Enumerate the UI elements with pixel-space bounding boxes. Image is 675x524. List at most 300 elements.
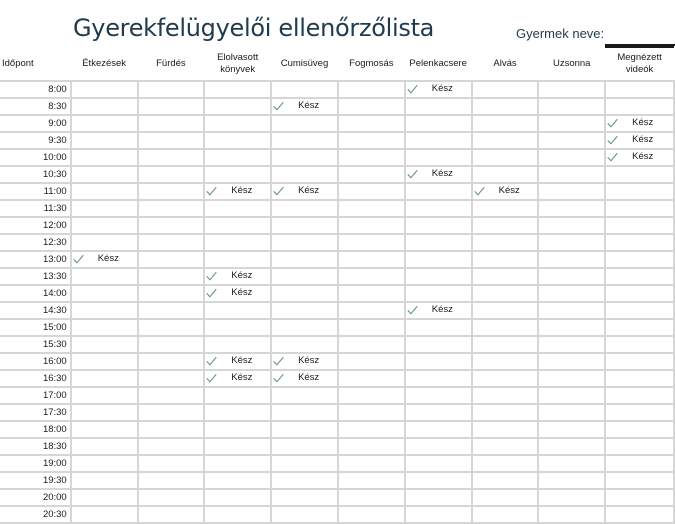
checkmark-icon: [607, 151, 618, 162]
checklist-cell[interactable]: [405, 251, 472, 268]
checklist-cell[interactable]: [71, 285, 138, 302]
checklist-cell[interactable]: [71, 166, 138, 183]
checklist-cell[interactable]: [204, 149, 271, 166]
checklist-cell[interactable]: [71, 251, 138, 268]
checklist-cell[interactable]: [338, 81, 405, 98]
column-header-videos: Megnézett videók: [605, 47, 674, 81]
checklist-cell[interactable]: [204, 98, 271, 115]
checkmark-icon: [273, 355, 284, 366]
checklist-cell[interactable]: [71, 387, 138, 404]
table-row: [0, 285, 674, 302]
table-row: [0, 336, 674, 353]
time-cell: 9:00: [0, 115, 71, 132]
checklist-cell[interactable]: [138, 421, 205, 438]
checklist-cell[interactable]: [271, 251, 338, 268]
time-cell: 16:30: [0, 370, 71, 387]
time-cell: 12:00: [0, 217, 71, 234]
time-cell: 9:30: [0, 132, 71, 149]
checklist-cell[interactable]: [271, 268, 338, 285]
checkmark-icon: [206, 372, 217, 383]
checklist-cell[interactable]: [71, 217, 138, 234]
time-cell: 15:30: [0, 336, 71, 353]
checklist-cell[interactable]: [204, 81, 271, 98]
checklist-cell[interactable]: [405, 149, 472, 166]
checklist-cell[interactable]: [338, 98, 405, 115]
checklist-cell[interactable]: [405, 81, 472, 98]
checklist-cell[interactable]: [405, 421, 472, 438]
checklist-cell[interactable]: [405, 98, 472, 115]
checklist-cell[interactable]: [472, 149, 539, 166]
checklist-cell[interactable]: [605, 319, 674, 336]
checklist-cell[interactable]: [271, 336, 338, 353]
checklist-cell[interactable]: [204, 370, 271, 387]
checklist-cell[interactable]: [138, 183, 205, 200]
checklist-cell[interactable]: [472, 234, 539, 251]
done-label: Kész: [431, 168, 453, 179]
checklist-cell[interactable]: [538, 217, 605, 234]
checklist-cell[interactable]: [71, 149, 138, 166]
checklist-cell[interactable]: [204, 438, 271, 455]
checklist-cell[interactable]: [338, 285, 405, 302]
table-row: [0, 404, 674, 421]
checklist-cell[interactable]: [204, 455, 271, 472]
checklist-cell[interactable]: [204, 132, 271, 149]
checklist-cell[interactable]: [338, 302, 405, 319]
table-row: [0, 472, 674, 489]
checklist-cell[interactable]: [538, 234, 605, 251]
checklist-cell[interactable]: [405, 336, 472, 353]
checklist-cell[interactable]: [472, 319, 539, 336]
checklist-cell[interactable]: [405, 183, 472, 200]
checklist-cell[interactable]: [605, 183, 674, 200]
checklist-cell[interactable]: [472, 438, 539, 455]
checklist-cell[interactable]: [605, 302, 674, 319]
checklist-cell[interactable]: [538, 319, 605, 336]
checklist-cell[interactable]: [338, 387, 405, 404]
checklist-cell[interactable]: [405, 319, 472, 336]
checklist-cell[interactable]: [138, 387, 205, 404]
checklist-cell[interactable]: [138, 217, 205, 234]
checklist-cell[interactable]: [538, 81, 605, 98]
done-label: Kész: [298, 185, 320, 196]
checklist-cell[interactable]: [538, 166, 605, 183]
table-row: [0, 115, 674, 132]
checklist-cell[interactable]: [472, 472, 539, 489]
checklist-cell[interactable]: [71, 455, 138, 472]
checkmark-icon: [607, 134, 618, 145]
checklist-cell[interactable]: [138, 268, 205, 285]
checklist-cell[interactable]: [338, 268, 405, 285]
done-label: Kész: [231, 355, 253, 366]
checklist-cell[interactable]: [605, 149, 674, 166]
checkmark-icon: [273, 372, 284, 383]
checklist-cell[interactable]: [338, 166, 405, 183]
checklist-cell[interactable]: [204, 268, 271, 285]
checklist-cell[interactable]: [271, 319, 338, 336]
checklist-cell[interactable]: [538, 370, 605, 387]
checklist-cell[interactable]: [271, 285, 338, 302]
time-cell: 14:30: [0, 302, 71, 319]
checklist-cell[interactable]: [271, 387, 338, 404]
checklist-cell[interactable]: [204, 183, 271, 200]
checklist-cell[interactable]: [71, 115, 138, 132]
checklist-cell[interactable]: [204, 302, 271, 319]
checklist-cell[interactable]: [338, 234, 405, 251]
checklist-cell[interactable]: [338, 455, 405, 472]
checklist-cell[interactable]: [605, 98, 674, 115]
checklist-cell[interactable]: [605, 336, 674, 353]
checklist-cell[interactable]: [204, 234, 271, 251]
done-label: Kész: [298, 372, 320, 383]
checklist-cell[interactable]: [405, 506, 472, 523]
checklist-cell[interactable]: [338, 200, 405, 217]
checklist-cell[interactable]: [138, 98, 205, 115]
checklist-cell[interactable]: [405, 132, 472, 149]
table-row: [0, 149, 674, 166]
checklist-cell[interactable]: [472, 183, 539, 200]
checklist-cell[interactable]: [138, 166, 205, 183]
checklist-cell[interactable]: [338, 404, 405, 421]
checklist-cell[interactable]: [405, 438, 472, 455]
checklist-cell[interactable]: [338, 438, 405, 455]
checklist-cell[interactable]: [138, 438, 205, 455]
checklist-cell[interactable]: [405, 472, 472, 489]
checklist-cell[interactable]: [71, 268, 138, 285]
table-row: [0, 234, 674, 251]
checklist-cell[interactable]: [138, 132, 205, 149]
checklist-cell[interactable]: [405, 353, 472, 370]
checklist-cell[interactable]: [472, 81, 539, 98]
checklist-cell[interactable]: [405, 489, 472, 506]
checklist-cell[interactable]: [204, 387, 271, 404]
checklist-cell[interactable]: [138, 472, 205, 489]
checklist-cell[interactable]: [204, 506, 271, 523]
time-cell: 16:00: [0, 353, 71, 370]
done-label: Kész: [231, 372, 253, 383]
checklist-cell[interactable]: [138, 115, 205, 132]
header-row: [0, 47, 674, 81]
checkmark-icon: [407, 83, 418, 94]
checklist-cell[interactable]: [271, 455, 338, 472]
time-cell: 20:00: [0, 489, 71, 506]
checklist-cell[interactable]: [605, 421, 674, 438]
time-cell: 18:30: [0, 438, 71, 455]
checklist-cell[interactable]: [138, 251, 205, 268]
table-row: [0, 132, 674, 149]
checklist-cell[interactable]: [271, 370, 338, 387]
checklist-cell[interactable]: [271, 132, 338, 149]
time-cell: 17:00: [0, 387, 71, 404]
checklist-cell[interactable]: [538, 438, 605, 455]
checklist-cell[interactable]: [605, 132, 674, 149]
checklist-cell[interactable]: [138, 370, 205, 387]
checklist-cell[interactable]: [71, 302, 138, 319]
checklist-cell[interactable]: [472, 421, 539, 438]
checklist-cell[interactable]: [204, 489, 271, 506]
checklist-cell[interactable]: [605, 217, 674, 234]
checklist-cell[interactable]: [472, 506, 539, 523]
table-row: [0, 387, 674, 404]
done-label: Kész: [431, 83, 453, 94]
checklist-cell[interactable]: [338, 149, 405, 166]
checklist-cell[interactable]: [271, 183, 338, 200]
checklist-cell[interactable]: [71, 319, 138, 336]
table-row: [0, 370, 674, 387]
column-header-teeth: Fogmosás: [349, 57, 394, 69]
checklist-cell[interactable]: [538, 115, 605, 132]
checklist-cell[interactable]: [71, 421, 138, 438]
checklist-cell[interactable]: [605, 472, 674, 489]
checklist-cell[interactable]: [338, 217, 405, 234]
checklist-cell[interactable]: [538, 302, 605, 319]
checklist-cell[interactable]: [338, 183, 405, 200]
checklist-cell[interactable]: [71, 472, 138, 489]
checklist-cell[interactable]: [271, 115, 338, 132]
column-header-snack: Uzsonna: [552, 57, 591, 69]
table-row: [0, 268, 674, 285]
checklist-cell[interactable]: [472, 217, 539, 234]
checklist-cell[interactable]: [71, 200, 138, 217]
checklist-cell[interactable]: [71, 183, 138, 200]
checklist-cell[interactable]: [138, 234, 205, 251]
checklist-cell[interactable]: [338, 353, 405, 370]
checklist-cell[interactable]: [271, 149, 338, 166]
checklist-cell[interactable]: [271, 98, 338, 115]
time-cell: 11:30: [0, 200, 71, 217]
checklist-cell[interactable]: [138, 506, 205, 523]
checklist-cell[interactable]: [71, 404, 138, 421]
column-header-books: Elolvasott könyvek: [217, 51, 259, 75]
checklist-cell[interactable]: [71, 81, 138, 98]
checklist-cell[interactable]: [204, 200, 271, 217]
checklist-cell[interactable]: [472, 98, 539, 115]
checklist-cell[interactable]: [338, 251, 405, 268]
checkmark-icon: [206, 185, 217, 196]
checklist-cell[interactable]: [538, 404, 605, 421]
checklist-cell[interactable]: [472, 166, 539, 183]
checklist-cell[interactable]: [338, 319, 405, 336]
checklist-cell[interactable]: [538, 268, 605, 285]
checklist-cell[interactable]: [71, 132, 138, 149]
checklist-cell[interactable]: [605, 455, 674, 472]
checklist-cell[interactable]: [472, 455, 539, 472]
checklist-cell[interactable]: [204, 217, 271, 234]
checklist-cell[interactable]: [472, 387, 539, 404]
checklist-cell[interactable]: [405, 166, 472, 183]
checklist-cell[interactable]: [605, 81, 674, 98]
column-header-bottle: Cumisüveg: [280, 57, 329, 69]
checklist-cell[interactable]: [472, 251, 539, 268]
time-cell: 19:00: [0, 455, 71, 472]
checklist-cell[interactable]: [71, 370, 138, 387]
checklist-cell[interactable]: [138, 81, 205, 98]
checklist-cell[interactable]: [472, 302, 539, 319]
checklist-cell[interactable]: [405, 200, 472, 217]
checklist-cell[interactable]: [338, 115, 405, 132]
checklist-cell[interactable]: [538, 149, 605, 166]
checklist-cell[interactable]: [204, 404, 271, 421]
checklist-cell[interactable]: [605, 506, 674, 523]
checklist-cell[interactable]: [538, 472, 605, 489]
checklist-cell[interactable]: [271, 489, 338, 506]
checklist-cell[interactable]: [538, 183, 605, 200]
checklist-cell[interactable]: [405, 285, 472, 302]
checklist-cell[interactable]: [271, 217, 338, 234]
checkmark-icon: [206, 270, 217, 281]
checklist-cell[interactable]: [605, 285, 674, 302]
checklist-cell[interactable]: [538, 98, 605, 115]
checklist-cell[interactable]: [271, 81, 338, 98]
table-row: [0, 455, 674, 472]
checklist-cell[interactable]: [71, 353, 138, 370]
checklist-cell[interactable]: [338, 336, 405, 353]
checklist-cell[interactable]: [405, 455, 472, 472]
checkmark-icon: [474, 185, 485, 196]
checklist-cell[interactable]: [71, 438, 138, 455]
done-label: Kész: [298, 100, 320, 111]
time-cell: 18:00: [0, 421, 71, 438]
checklist-cell[interactable]: [271, 438, 338, 455]
checklist-cell[interactable]: [271, 472, 338, 489]
checklist-cell[interactable]: [538, 285, 605, 302]
checklist-cell[interactable]: [138, 489, 205, 506]
checklist-cell[interactable]: [538, 251, 605, 268]
table-row: [0, 302, 674, 319]
checklist-cell[interactable]: [271, 506, 338, 523]
checklist-cell[interactable]: [472, 336, 539, 353]
column-header-diaper: Pelenkacsere: [409, 57, 467, 69]
checklist-cell[interactable]: [138, 285, 205, 302]
checklist-cell[interactable]: [472, 285, 539, 302]
checklist-cell[interactable]: [204, 353, 271, 370]
checklist-cell[interactable]: [472, 132, 539, 149]
checklist-cell[interactable]: [538, 421, 605, 438]
checklist-cell[interactable]: [204, 421, 271, 438]
checklist-cell[interactable]: [605, 234, 674, 251]
checklist-cell[interactable]: [472, 353, 539, 370]
checklist-cell[interactable]: [271, 166, 338, 183]
checklist-cell[interactable]: [71, 98, 138, 115]
checklist-cell[interactable]: [204, 472, 271, 489]
checklist-cell[interactable]: [338, 506, 405, 523]
checklist-cell[interactable]: [605, 370, 674, 387]
checklist-cell[interactable]: [271, 234, 338, 251]
checklist-cell[interactable]: [605, 489, 674, 506]
table-row: [0, 166, 674, 183]
checklist-cell[interactable]: [605, 387, 674, 404]
checklist-cell[interactable]: [538, 506, 605, 523]
checklist-cell[interactable]: [605, 251, 674, 268]
time-cell: 17:30: [0, 404, 71, 421]
checklist-cell[interactable]: [71, 234, 138, 251]
checklist-cell[interactable]: [338, 472, 405, 489]
checklist-cell[interactable]: [472, 489, 539, 506]
checklist-cell[interactable]: [472, 370, 539, 387]
checklist-cell[interactable]: [605, 115, 674, 132]
checklist-cell[interactable]: [472, 404, 539, 421]
checklist-cell[interactable]: [204, 115, 271, 132]
time-cell: 20:30: [0, 506, 71, 523]
checklist-cell[interactable]: [472, 200, 539, 217]
done-label: Kész: [298, 355, 320, 366]
checklist-cell[interactable]: [204, 336, 271, 353]
checklist-cell[interactable]: [538, 336, 605, 353]
checklist-cell[interactable]: [338, 421, 405, 438]
checklist-cell[interactable]: [538, 387, 605, 404]
checklist-cell[interactable]: [71, 489, 138, 506]
time-cell: 13:30: [0, 268, 71, 285]
checklist-cell[interactable]: [138, 200, 205, 217]
checklist-cell[interactable]: [138, 353, 205, 370]
checklist-cell[interactable]: [138, 302, 205, 319]
checklist-cell[interactable]: [271, 302, 338, 319]
checklist-cell[interactable]: [138, 149, 205, 166]
checklist-cell[interactable]: [605, 404, 674, 421]
checklist-cell[interactable]: [204, 166, 271, 183]
checklist-cell[interactable]: [405, 404, 472, 421]
checklist-cell[interactable]: [138, 319, 205, 336]
checklist-cell[interactable]: [605, 353, 674, 370]
checklist-cell[interactable]: [405, 234, 472, 251]
checklist-cell[interactable]: [71, 506, 138, 523]
checklist-cell[interactable]: [204, 251, 271, 268]
checklist-cell[interactable]: [538, 200, 605, 217]
checklist-cell[interactable]: [605, 200, 674, 217]
checklist-cell[interactable]: [138, 404, 205, 421]
checklist-cell[interactable]: [271, 404, 338, 421]
checklist-cell[interactable]: [538, 455, 605, 472]
checklist-cell[interactable]: [271, 200, 338, 217]
checklist-cell[interactable]: [405, 387, 472, 404]
checklist-cell[interactable]: [338, 370, 405, 387]
checklist-cell[interactable]: [538, 353, 605, 370]
checklist-cell[interactable]: [405, 268, 472, 285]
checklist-body: [0, 81, 674, 523]
checklist-cell[interactable]: [271, 421, 338, 438]
checklist-cell[interactable]: [472, 268, 539, 285]
checklist-cell[interactable]: [405, 370, 472, 387]
done-label: Kész: [632, 151, 654, 162]
table-row: [0, 200, 674, 217]
checklist-cell[interactable]: [405, 302, 472, 319]
checklist-table: [0, 46, 675, 524]
checklist-cell[interactable]: [538, 489, 605, 506]
checklist-cell[interactable]: [405, 217, 472, 234]
checklist-cell[interactable]: [71, 336, 138, 353]
done-label: Kész: [231, 287, 253, 298]
checkmark-icon: [206, 287, 217, 298]
checklist-cell[interactable]: [338, 489, 405, 506]
checklist-cell[interactable]: [138, 336, 205, 353]
checklist-cell[interactable]: [204, 319, 271, 336]
checklist-cell[interactable]: [605, 268, 674, 285]
checklist-cell[interactable]: [338, 132, 405, 149]
checklist-cell[interactable]: [271, 353, 338, 370]
checklist-cell[interactable]: [538, 132, 605, 149]
table-row: [0, 217, 674, 234]
checklist-cell[interactable]: [605, 438, 674, 455]
checklist-cell[interactable]: [405, 115, 472, 132]
checkmark-icon: [73, 253, 84, 264]
table-row: [0, 506, 674, 523]
done-label: Kész: [97, 253, 119, 264]
checklist-cell[interactable]: [605, 166, 674, 183]
done-label: Kész: [231, 185, 253, 196]
table-row: [0, 98, 674, 115]
checklist-cell[interactable]: [138, 455, 205, 472]
checklist-cell[interactable]: [204, 285, 271, 302]
checklist-cell[interactable]: [472, 115, 539, 132]
